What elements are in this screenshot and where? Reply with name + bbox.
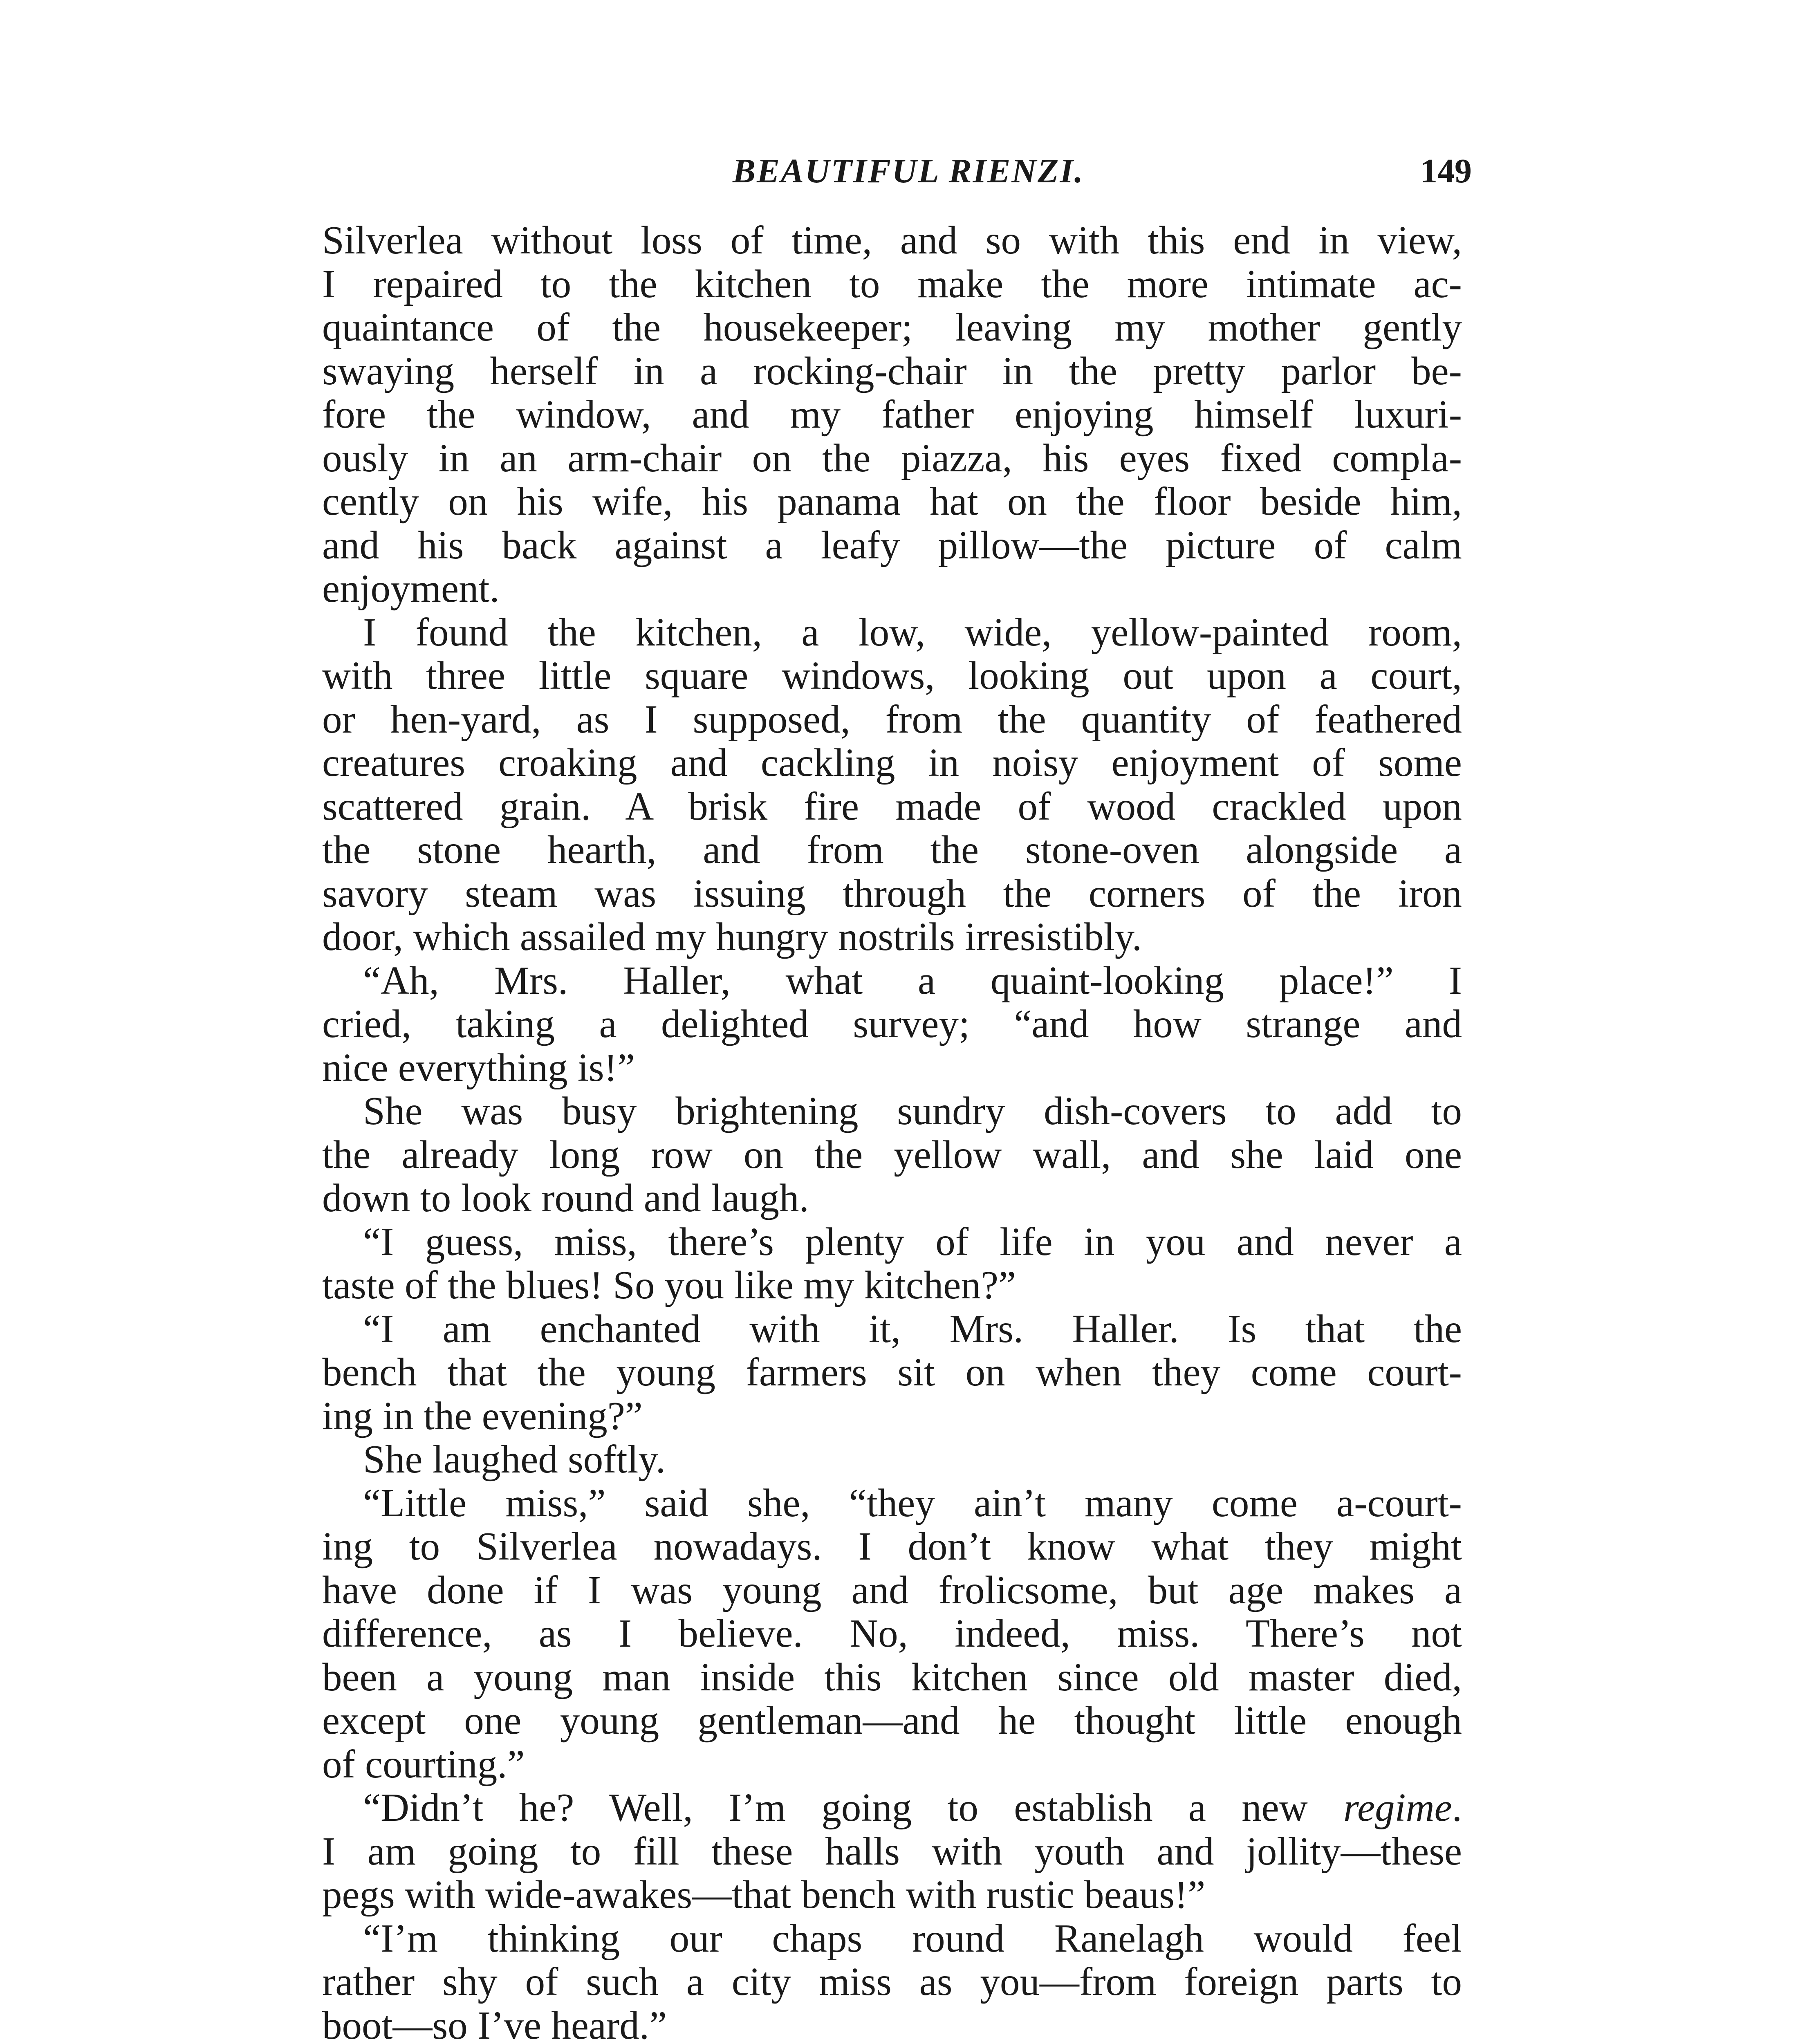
text-line: “I am enchanted with it, Mrs. Haller. Is that the: [363, 1307, 1462, 1351]
body-text: [322, 219, 1462, 2044]
text-line: scattered grain. A brisk fire made of wood crackled upon: [322, 784, 1462, 828]
text-line: have done if I was young and frolicsome, but age makes a: [322, 1568, 1462, 1612]
text-line: pegs with wide-awakes—that bench with rustic beaus!”: [322, 1873, 1206, 1916]
text-line: the already long row on the yellow wall, and she laid one: [322, 1133, 1462, 1177]
text-line: taste of the blues! So you like my kitchen?”: [322, 1264, 1016, 1307]
text-line: “Ah, Mrs. Haller, what a quaint-looking place!” I: [363, 959, 1462, 1002]
text-line: creatures croaking and cackling in noisy enjoyment of some: [322, 741, 1462, 784]
text-line: except one young gentleman—and he thought little enough: [322, 1699, 1462, 1742]
text-line: I found the kitchen, a low, wide, yellow-painted room,: [363, 610, 1462, 654]
text-line: “I’m thinking our chaps round Ranelagh would feel: [363, 1916, 1462, 1960]
text-line: Silverlea without loss of time, and so with this end in view,: [322, 219, 1462, 262]
running-head: [0, 151, 1798, 200]
page-number: 149: [1420, 152, 1472, 190]
text-line: quaintance of the housekeeper; leaving my mother gently: [322, 306, 1462, 349]
text-line: of courting.”: [322, 1742, 525, 1786]
text-line: ously in an arm-chair on the piazza, his eyes fixed compla-: [322, 436, 1462, 480]
text-line: I repaired to the kitchen to make the more intimate ac-: [322, 262, 1462, 306]
text-line: bench that the young farmers sit on when they come court-: [322, 1351, 1462, 1394]
text-line: ing to Silverlea nowadays. I don’t know what they might: [322, 1525, 1462, 1568]
text-line: door, which assailed my hungry nostrils irresistibly.: [322, 915, 1142, 959]
text-line: “Little miss,” said she, “they ain’t many come a-court-: [363, 1481, 1462, 1525]
text-line: “Didn’t he? Well, I’m going to establish a new regime.: [363, 1786, 1462, 1829]
text-line: and his back against a leafy pillow—the picture of calm: [322, 523, 1462, 567]
text-line: been a young man inside this kitchen since old master died,: [322, 1655, 1462, 1699]
text-line: down to look round and laugh.: [322, 1177, 809, 1220]
text-line: I am going to fill these halls with youth and jollity—these: [322, 1829, 1462, 1873]
text-line: fore the window, and my father enjoying himself luxuri-: [322, 393, 1462, 436]
text-line: “I guess, miss, there’s plenty of life in you and never a: [363, 1220, 1462, 1264]
text-line: enjoyment.: [322, 567, 500, 610]
text-line: nice everything is!”: [322, 1046, 635, 1089]
text-line: swaying herself in a rocking-chair in the pretty parlor be-: [322, 349, 1462, 393]
text-line: savory steam was issuing through the corners of the iron: [322, 872, 1462, 915]
text-line: ing in the evening?”: [322, 1394, 643, 1438]
text-line: cried, taking a delighted survey; “and how strange and: [322, 1002, 1462, 1046]
text-line: boot—so I’ve heard.”: [322, 2004, 667, 2044]
text-line: She was busy brightening sundry dish-covers to add to: [363, 1089, 1462, 1133]
text-line: cently on his wife, his panama hat on the floor beside him,: [322, 480, 1462, 523]
text-line: rather shy of such a city miss as you—from foreign parts to: [322, 1960, 1462, 2004]
text-line: with three little square windows, looking out upon a court,: [322, 654, 1462, 697]
text-line: difference, as I believe. No, indeed, miss. There’s not: [322, 1612, 1462, 1655]
text-line: or hen-yard, as I supposed, from the quantity of feathered: [322, 697, 1462, 741]
running-title: BEAUTIFUL RIENZI.: [732, 152, 1085, 190]
text-line: She laughed softly.: [363, 1438, 666, 1481]
text-line: the stone hearth, and from the stone-oven alongside a: [322, 828, 1462, 872]
